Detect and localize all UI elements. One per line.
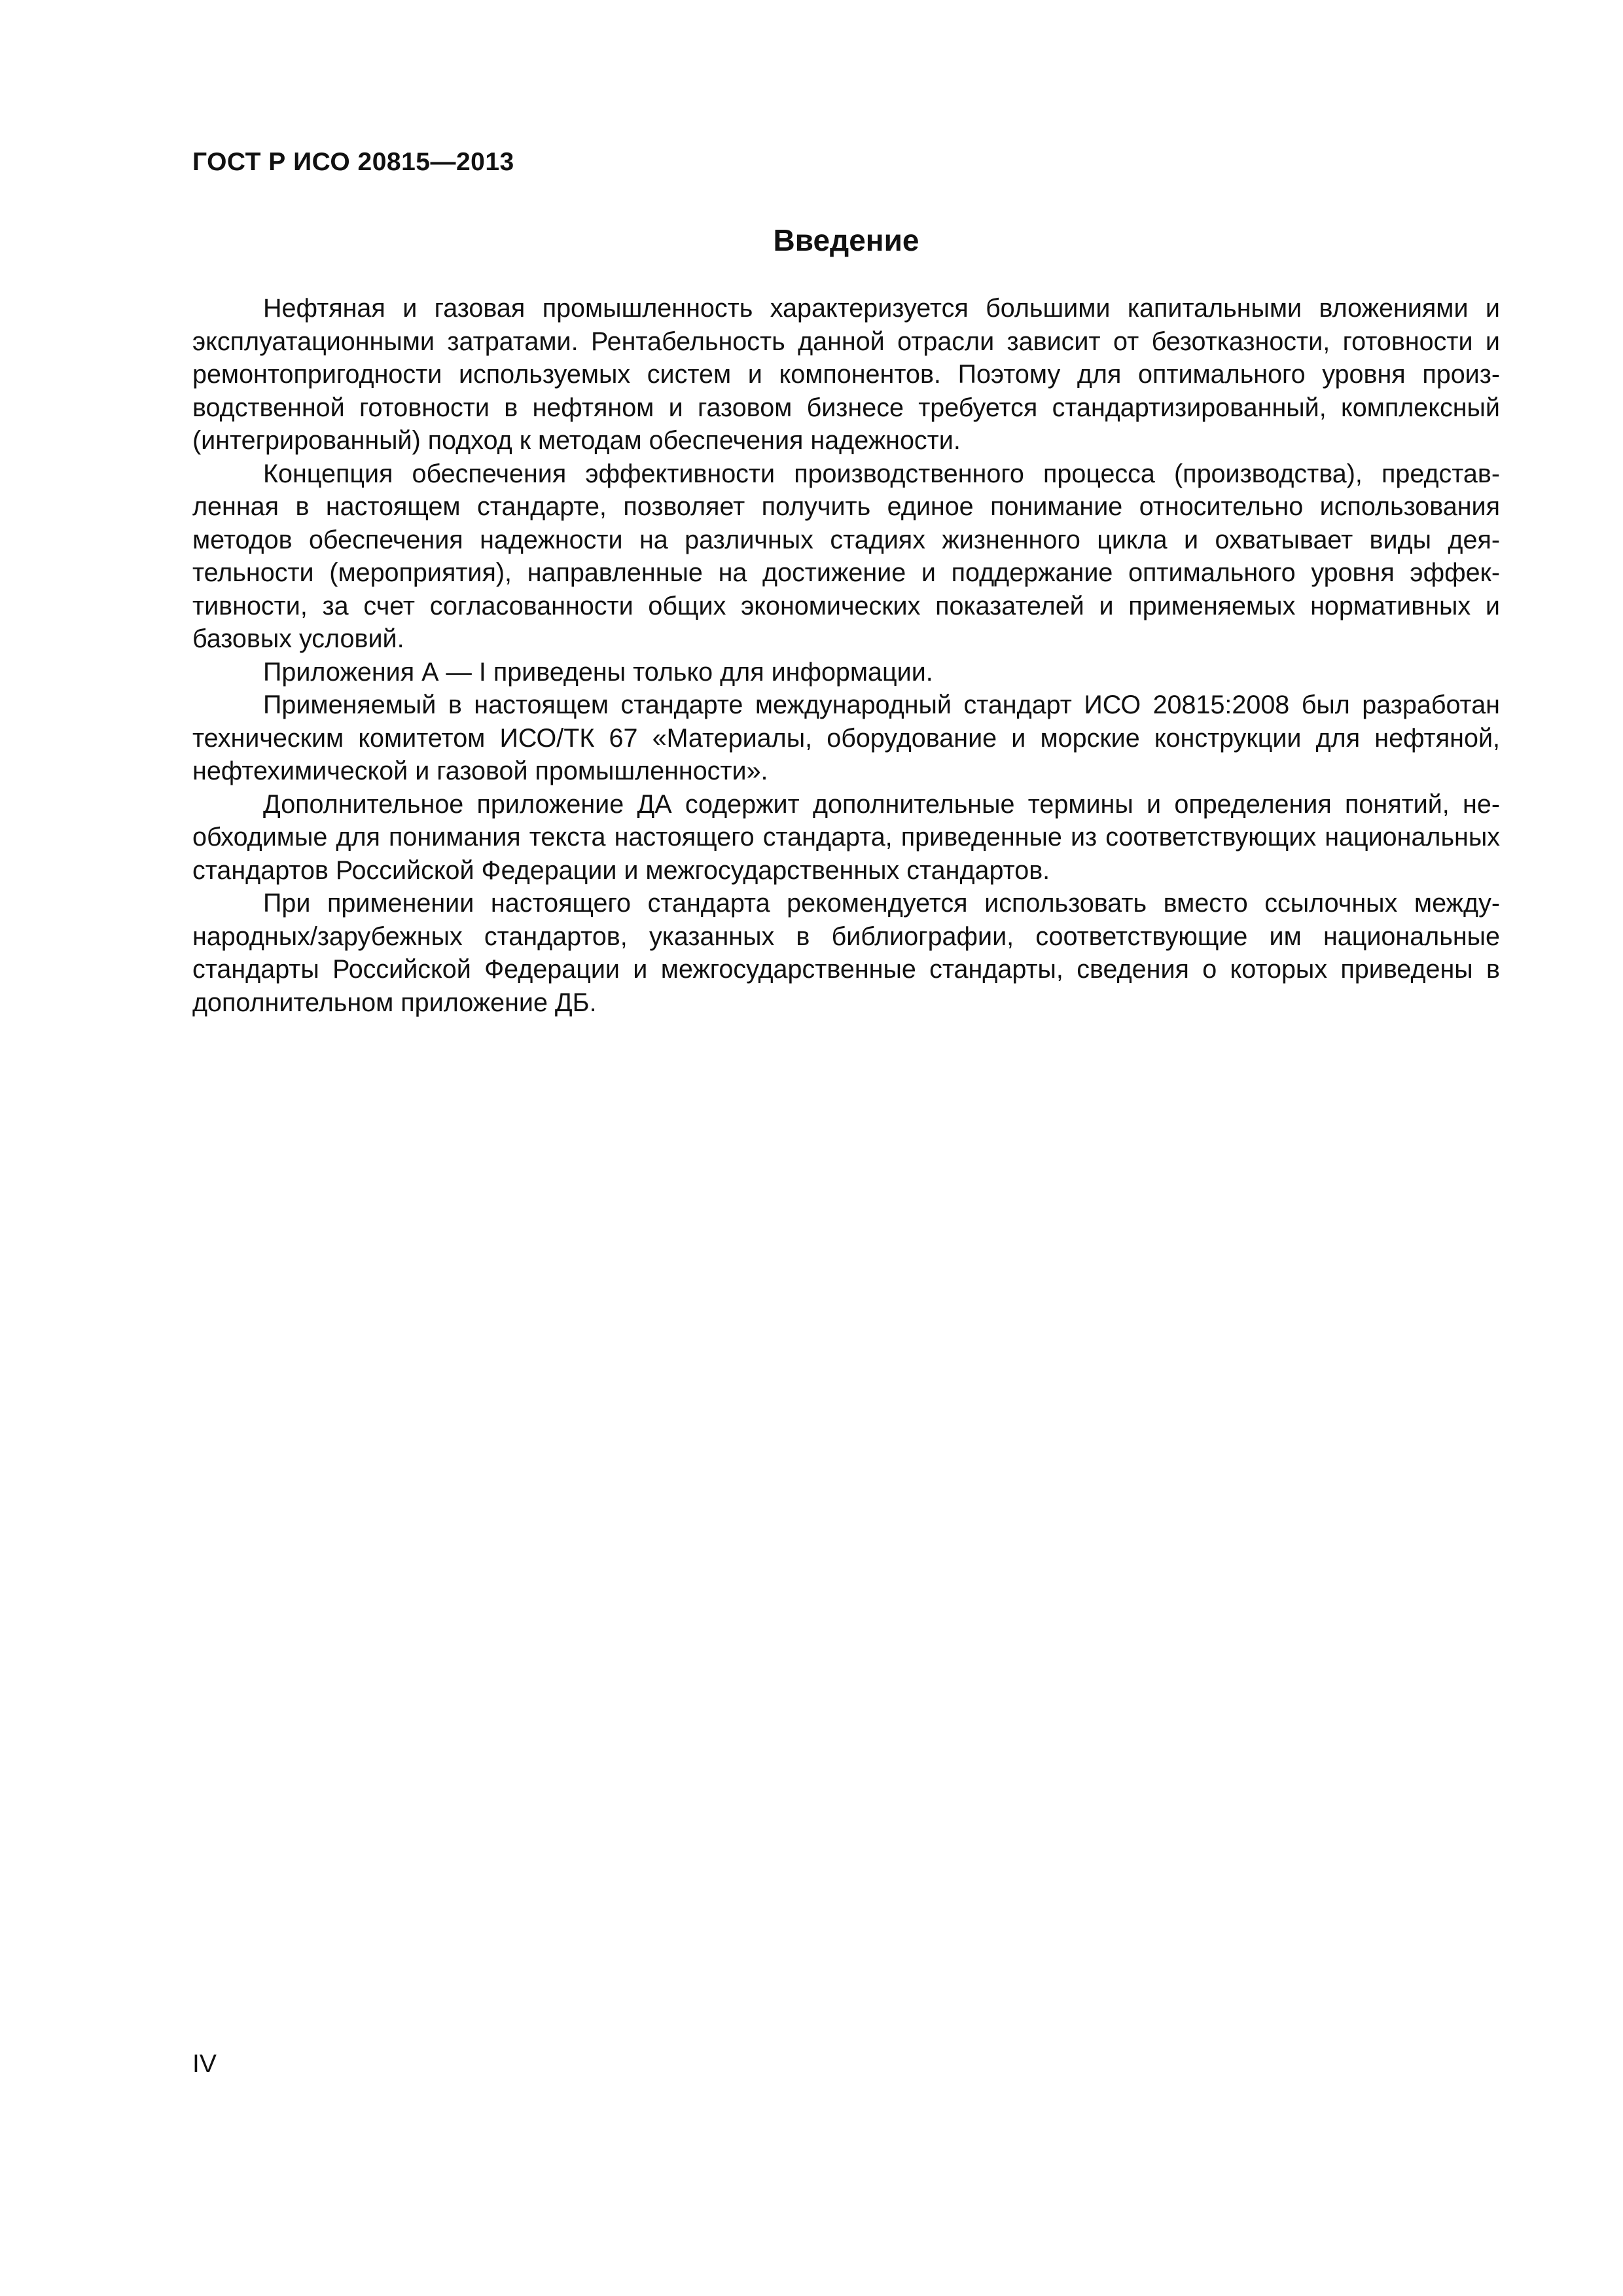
page-number: IV [192,2050,217,2078]
document-code-header: ГОСТ Р ИСО 20815—2013 [192,148,514,176]
paragraph: Применяемый в настоящем стандарте международный стандарт ИСО 20815:2008 был разработан техническим комитетом ИСО/ТК 67 «Материалы, оборудование и морские конструкции для нефтяной, нефтехимической и газовой промышленности». [192,691,1500,785]
paragraph: Концепция обеспечения эффективности производственного процесса (производства), представленная в настоящем стандарте, позволяет получить единое понимание относительно использования методов обеспечения надежности на различных стадиях жизненного цикла и охватывает виды деятельности (мероприятия), направленные на достижение и поддержание оптимального уровня эффективности, за счет согласованности общих экономических показателей и применяемых нормативных и базовых условий. [192,459,1500,653]
section-title: Введение [773,223,919,257]
introduction-body [192,292,1500,1019]
paragraph: Дополнительное приложение ДА содержит дополнительные термины и определения понятий, необходимые для понимания текста настоящего стандарта, приведенные из соответствующих национальных стандартов Российской Федерации и межгосударственных стандартов. [192,789,1500,885]
paragraph: Приложения А — I приведены только для информации. [263,657,933,687]
paragraph: Нефтяная и газовая промышленность характеризуется большими капитальными вложениями и эксплуатационными затратами. Рентабельность данной отрасли зависит от безотказности, готовности и ремонтопригодности используемых систем и компонентов. Поэтому для оптимального уровня производственной готовности в нефтяном и газовом бизнесе требуется стандартизированный, комплексный (интегрированный) подход к методам обеспечения надежности. [192,294,1500,455]
paragraph: При применении настоящего стандарта рекомендуется использовать вместо ссылочных международных/зарубежных стандартов, указанных в библиографии, соответствующие им национальные стандарты Российской Федерации и межгосударственные стандарты, сведения о которых приведены в дополнительном приложение ДБ. [192,889,1500,1017]
